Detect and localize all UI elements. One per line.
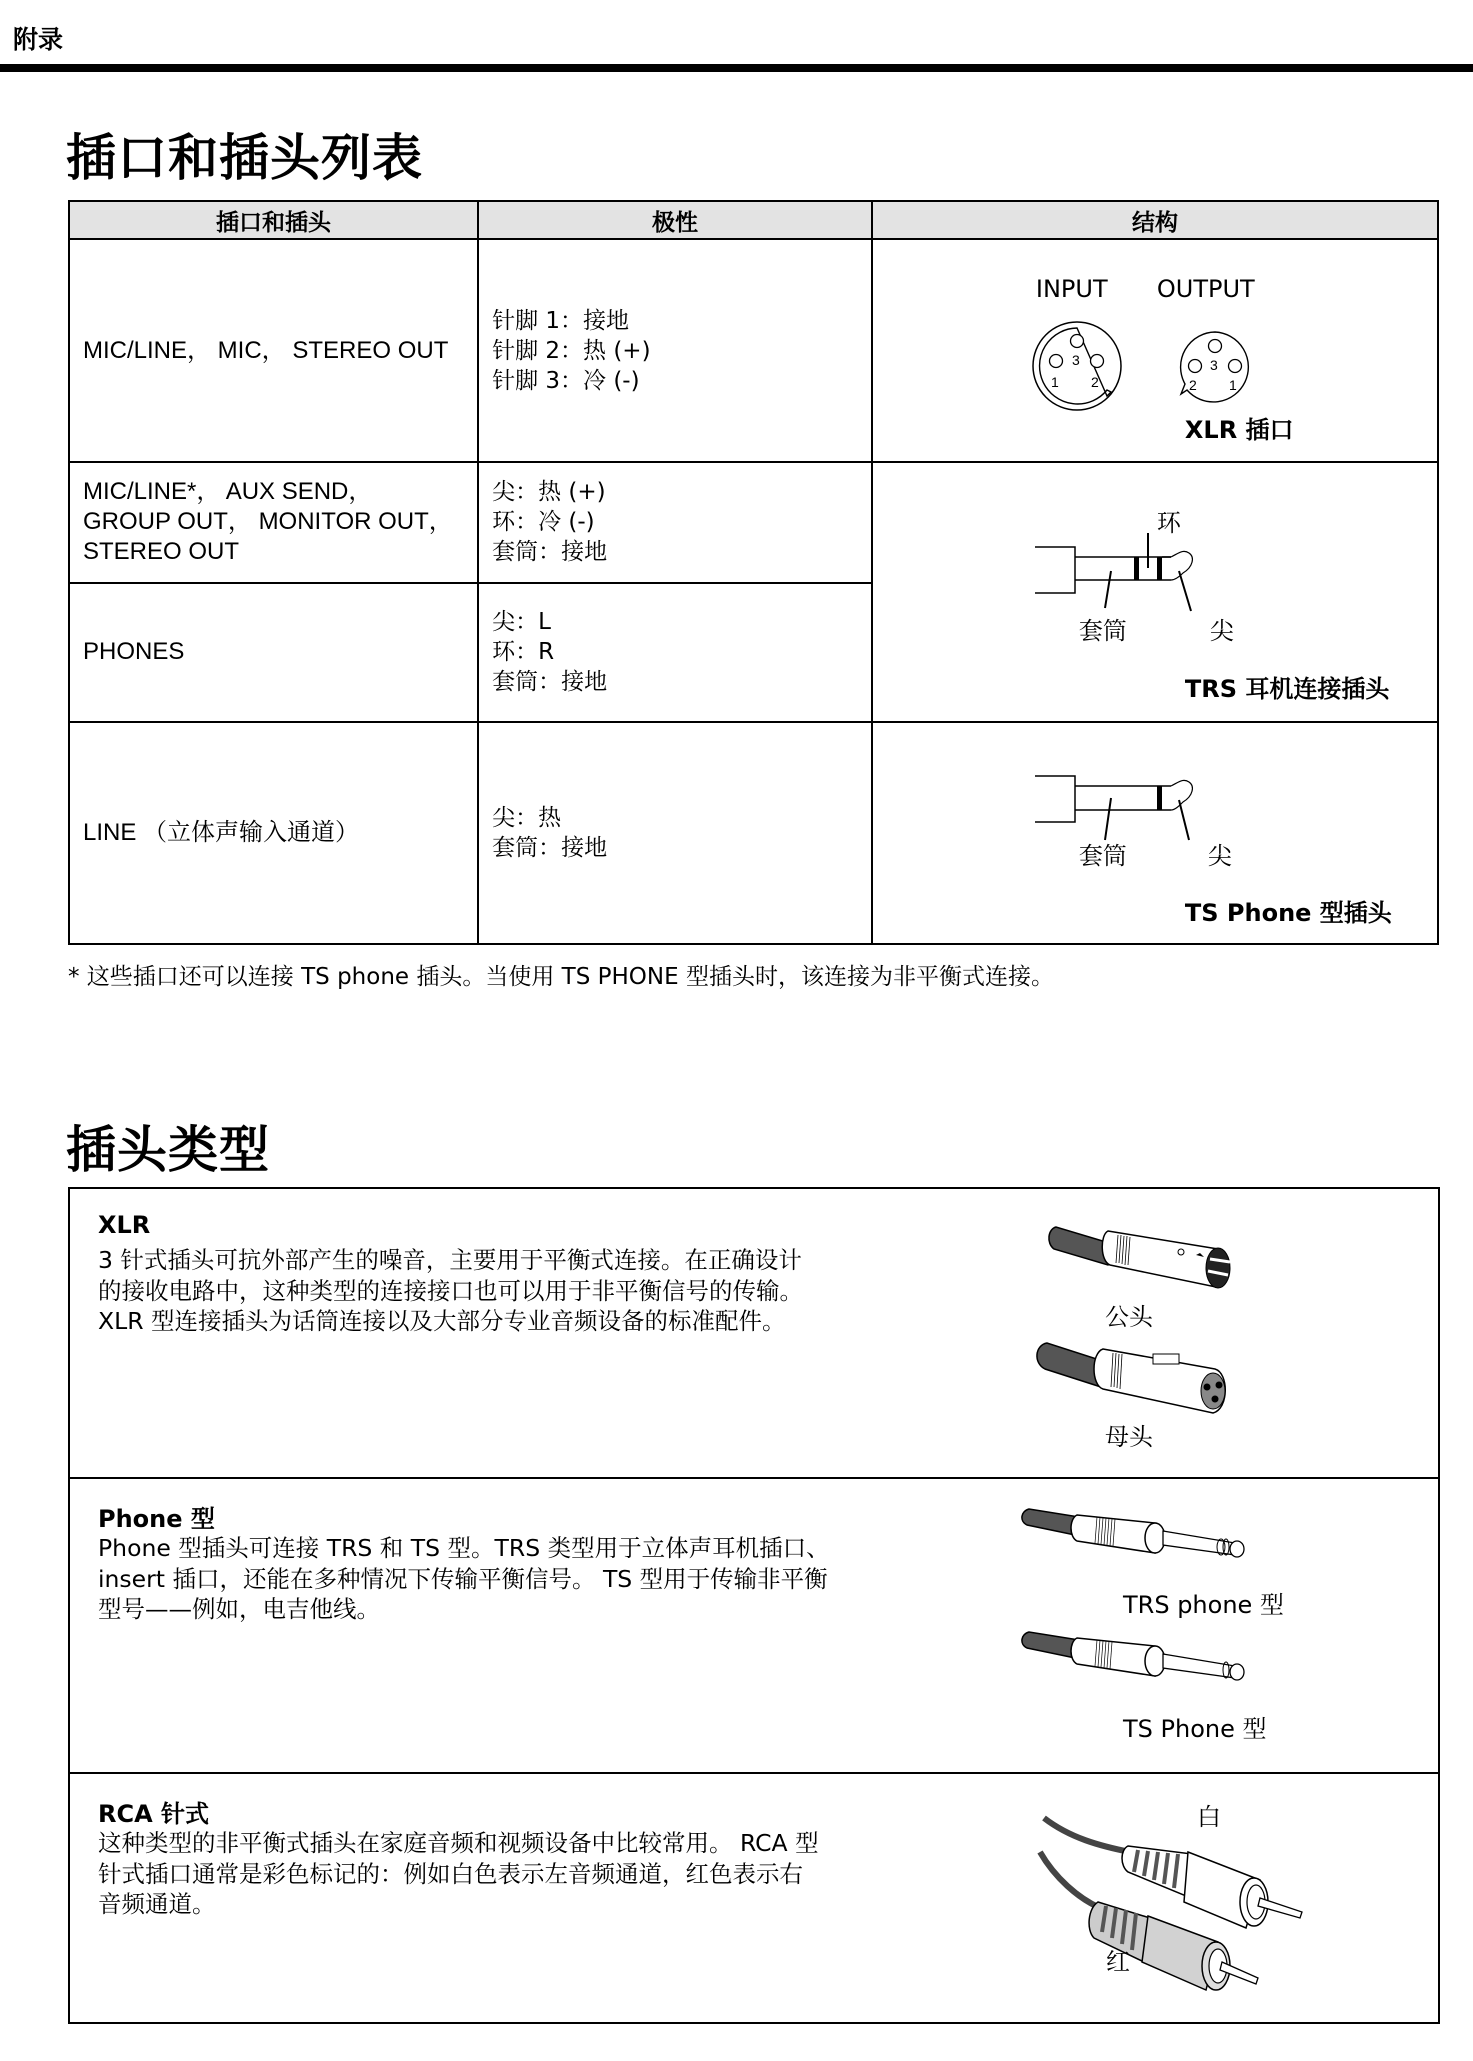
pin-label: 2 xyxy=(1188,377,1197,393)
polarity-item: 套筒：接地 xyxy=(492,669,608,696)
input-label: INPUT xyxy=(1035,275,1108,303)
table-row xyxy=(69,239,1438,462)
polarity-item: 环：冷 (-) xyxy=(492,509,595,535)
footnote: * 这些插口还可以连接 TS phone 插头。当使用 TS PHONE 型插头时，该连接为非平衡式连接。 xyxy=(68,964,1054,990)
white-plug-label: 白 xyxy=(1197,1803,1221,1831)
ts-plug-diagram xyxy=(1033,768,1233,868)
description-line: insert 插口，还能在多种情况下传输平衡信号。 TS 型用于传输非平衡 xyxy=(98,1564,828,1593)
xlr-female-plug-image xyxy=(1025,1329,1245,1419)
tip-label: 尖 xyxy=(1209,617,1234,645)
plug-type-rca xyxy=(70,1772,1438,2022)
header-rule xyxy=(0,64,1473,72)
polarity-list xyxy=(479,607,871,697)
trs-phone-label: TRS phone 型 xyxy=(1123,1591,1284,1619)
description-line: 3 针式插头可抗外部产生的噪音，主要用于平衡式连接。在正确设计 xyxy=(98,1246,802,1274)
description-line: 这种类型的非平衡式插头在家庭音频和视频设备中比较常用。 RCA 型 xyxy=(98,1829,819,1857)
plug-type-description xyxy=(98,1533,878,1625)
jack-table xyxy=(68,200,1439,945)
column-header: 结构 xyxy=(872,201,1438,239)
section-label: 附录 xyxy=(13,25,64,54)
ts-phone-label: TS Phone 型 xyxy=(1123,1715,1267,1743)
table-row xyxy=(69,722,1438,944)
male-label: 公头 xyxy=(1105,1303,1153,1331)
polarity-item: 套筒：接地 xyxy=(492,835,608,861)
xlr-structure xyxy=(872,239,1438,462)
trs-plug-diagram xyxy=(1033,523,1233,633)
plug-type-name: Phone 型 xyxy=(98,1505,215,1533)
jack-name-line: STEREO OUT xyxy=(83,538,240,566)
description-line: XLR 型连接插头为话筒连接以及大部分专业音频设备的标准配件。 xyxy=(98,1307,786,1335)
sleeve-label: 套筒 xyxy=(1078,842,1127,870)
polarity-list xyxy=(479,306,871,396)
output-label: OUTPUT xyxy=(1156,275,1255,303)
jack-name-line: GROUP OUT， MONITOR OUT， xyxy=(83,508,453,536)
table-row xyxy=(69,462,1438,583)
xlr-male-plug-image xyxy=(1038,1207,1238,1297)
plug-type-description xyxy=(98,1828,878,1920)
pin-label: 3 xyxy=(1071,352,1080,368)
description-line: Phone 型插头可连接 TRS 和 TS 型。TRS 类型用于立体声耳机插口、 xyxy=(98,1534,830,1562)
ts-structure xyxy=(872,722,1438,944)
trs-structure xyxy=(872,462,1438,722)
plug-type-name: RCA 针式 xyxy=(98,1800,210,1828)
female-label: 母头 xyxy=(1105,1423,1153,1451)
polarity-list xyxy=(479,803,871,863)
xlr-input-diagram xyxy=(1027,316,1127,416)
pin-label: 1 xyxy=(1228,377,1237,393)
tip-label: 尖 xyxy=(1207,842,1232,870)
polarity-item: 尖：热 (+) xyxy=(492,479,606,505)
jack-names: PHONES xyxy=(83,638,185,666)
table-header-row xyxy=(69,201,1438,239)
description-line: 音频通道。 xyxy=(98,1890,216,1918)
polarity-list xyxy=(479,477,871,567)
pin-label: 3 xyxy=(1209,357,1218,373)
plug-type-xlr xyxy=(70,1189,1438,1479)
ts-phone-plug-image xyxy=(1015,1620,1265,1690)
plug-type-description xyxy=(98,1245,878,1337)
sleeve-label: 套筒 xyxy=(1078,617,1127,645)
description-line: 的接收电路中，这种类型的连接接口也可以用于非平衡信号的传输。 xyxy=(98,1276,803,1305)
polarity-item: 针脚 2：热 (+) xyxy=(492,337,651,364)
ts-plug-caption: TS Phone 型插头 xyxy=(1184,899,1392,927)
plug-type-name: XLR xyxy=(98,1211,151,1239)
ring-label: 环 xyxy=(1156,509,1181,537)
jack-names xyxy=(70,477,477,567)
column-header: 极性 xyxy=(478,201,872,239)
xlr-output-diagram xyxy=(1175,328,1255,408)
xlr-jack-caption: XLR 插口 xyxy=(1184,416,1294,444)
trs-plug-caption: TRS 耳机连接插头 xyxy=(1184,675,1390,703)
jack-name-line: MIC/LINE*， AUX SEND， xyxy=(83,478,373,506)
polarity-item: 针脚 1：接地 xyxy=(492,307,630,334)
jack-names: MIC/LINE， MIC， STEREO OUT xyxy=(83,336,449,364)
polarity-item: 套筒：接地 xyxy=(492,539,608,565)
polarity-item: 针脚 3：冷 (-) xyxy=(492,367,640,394)
plug-type-phone xyxy=(70,1477,1438,1774)
polarity-item: 尖：热 xyxy=(492,805,562,831)
description-line: 型号——例如，电吉他线。 xyxy=(98,1595,380,1623)
jack-list-title: 插口和插头列表 xyxy=(66,129,423,187)
plug-types-box xyxy=(68,1187,1440,2024)
pin-label: 2 xyxy=(1090,374,1099,390)
jack-names: LINE （立体声输入通道） xyxy=(83,819,360,846)
polarity-item: 环：R xyxy=(492,639,555,666)
column-header: 插口和插头 xyxy=(69,201,478,239)
red-plug-label: 红 xyxy=(1106,1948,1130,1976)
rca-plugs-image xyxy=(1020,1802,1320,2002)
trs-phone-plug-image xyxy=(1015,1497,1265,1567)
description-line: 针式插口通常是彩色标记的：例如白色表示左音频通道，红色表示右 xyxy=(98,1859,803,1888)
pin-label: 1 xyxy=(1050,374,1059,390)
plug-types-title: 插头类型 xyxy=(66,1121,270,1179)
polarity-item: 尖：L xyxy=(492,609,551,636)
